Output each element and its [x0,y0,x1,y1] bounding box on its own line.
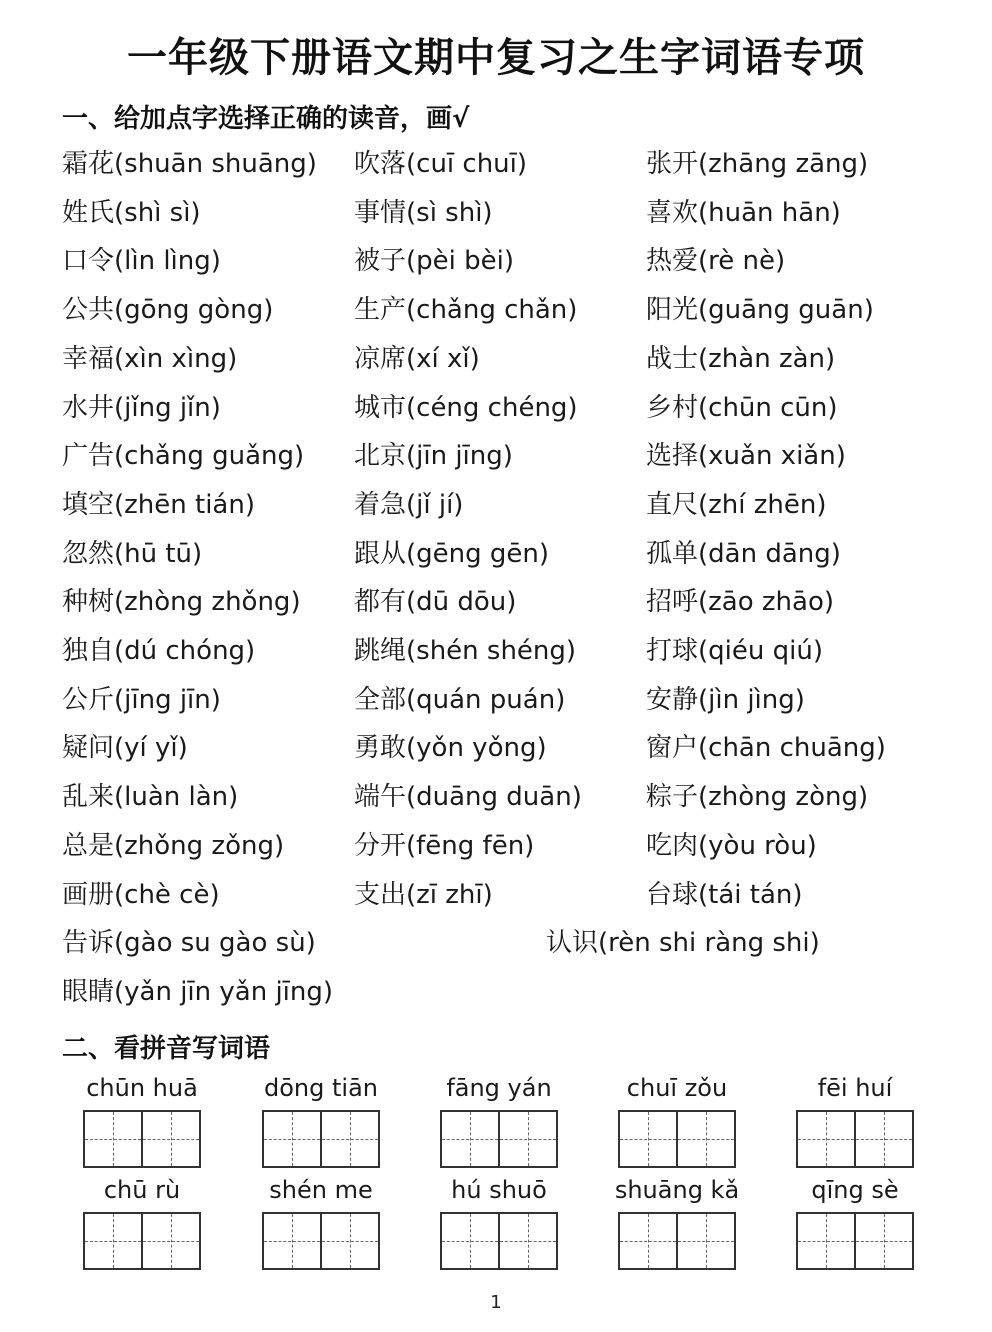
reading-item: 幸福(xìn xìng) [62,344,238,374]
reading-item: 事情(sì shì) [354,198,493,228]
reading-item: 水井(jǐng jǐn) [62,393,221,423]
reading-item: 霜花(shuān shuāng) [62,149,317,179]
page-title: 一年级下册语文期中复习之生字词语专项 [127,35,865,81]
reading-item: 都有(dū dōu) [354,587,517,617]
writing-cell[interactable] [442,1214,498,1268]
reading-item: 北京(jīn jīng) [354,441,513,471]
writing-cell[interactable] [498,1214,556,1268]
writing-cell[interactable] [320,1214,378,1268]
pinyin-label: fēi huí [817,1074,893,1102]
writing-cell[interactable] [676,1214,734,1268]
writing-box[interactable] [440,1110,558,1168]
writing-box[interactable] [83,1110,201,1168]
extra-item-2: 认识(rèn shi ràng shi) [546,928,820,958]
reading-item: 阳光(guāng guān) [646,295,874,325]
reading-item: 疑问(yí yǐ) [62,733,188,763]
reading-item: 忽然(hū tū) [62,539,203,569]
reading-item: 吹落(cuī chuī) [354,149,528,179]
reading-item: 战士(zhàn zàn) [646,344,836,374]
writing-box[interactable] [796,1212,914,1270]
reading-item: 直尺(zhí zhēn) [646,490,827,520]
reading-item: 画册(chè cè) [62,880,220,910]
reading-item: 填空(zhēn tián) [62,490,255,520]
writing-box[interactable] [83,1212,201,1270]
pinyin-label: chūn huā [86,1074,198,1102]
reading-item: 着急(jǐ jí) [354,490,464,520]
writing-cell[interactable] [798,1214,854,1268]
section-1-heading: 一、给加点字选择正确的读音，画√ [62,104,470,134]
writing-cell[interactable] [320,1112,378,1166]
pinyin-label: dōng tiān [264,1074,378,1102]
writing-cell[interactable] [85,1112,141,1166]
reading-item: 公共(gōng gòng) [62,295,274,325]
reading-item: 种树(zhòng zhǒng) [62,587,301,617]
writing-cell[interactable] [620,1214,676,1268]
pinyin-label: fāng yán [446,1074,552,1102]
reading-item: 打球(qiéu qiú) [646,636,823,666]
reading-item: 张开(zhāng zāng) [646,149,869,179]
writing-cell[interactable] [141,1214,199,1268]
writing-cell[interactable] [264,1214,320,1268]
reading-item: 勇敢(yǒn yǒng) [354,733,547,763]
writing-cell[interactable] [264,1112,320,1166]
reading-item: 乱来(luàn làn) [62,782,239,812]
writing-box[interactable] [262,1212,380,1270]
reading-item: 生产(chǎng chǎn) [354,295,578,325]
reading-item: 乡村(chūn cūn) [646,393,838,423]
writing-cell[interactable] [620,1112,676,1166]
writing-box[interactable] [440,1212,558,1270]
writing-cell[interactable] [85,1214,141,1268]
reading-item: 总是(zhǒng zǒng) [62,831,285,861]
reading-item: 台球(tái tán) [646,880,803,910]
writing-cell[interactable] [676,1112,734,1166]
reading-item: 跳绳(shén shéng) [354,636,577,666]
pinyin-label: qīng sè [811,1176,899,1204]
writing-cell[interactable] [854,1112,912,1166]
reading-item: 喜欢(huān hān) [646,198,841,228]
section-2-heading: 二、看拼音写词语 [62,1034,271,1064]
reading-item: 独自(dú chóng) [62,636,256,666]
writing-box[interactable] [618,1212,736,1270]
pinyin-label: hú shuō [451,1176,547,1204]
reading-item: 广告(chǎng guǎng) [62,441,305,471]
reading-item: 公斤(jīng jīn) [62,685,221,715]
reading-item: 被子(pèi bèi) [354,246,514,276]
reading-item: 吃肉(yòu ròu) [646,831,817,861]
writing-box[interactable] [262,1110,380,1168]
pinyin-label: chū rù [103,1176,181,1204]
reading-item: 选择(xuǎn xiǎn) [646,441,846,471]
page-number: 1 [490,1292,502,1313]
writing-cell[interactable] [498,1112,556,1166]
reading-item: 安静(jìn jìng) [646,685,805,715]
pinyin-label: shén me [269,1176,373,1204]
pinyin-label: shuāng kǎ [614,1176,740,1204]
reading-item: 热爱(rè nè) [646,246,786,276]
writing-cell[interactable] [798,1112,854,1166]
reading-item: 姓氏(shì sì) [62,198,201,228]
writing-box[interactable] [618,1110,736,1168]
writing-box[interactable] [796,1110,914,1168]
reading-item: 粽子(zhòng zòng) [646,782,869,812]
writing-cell[interactable] [854,1214,912,1268]
reading-item: 口令(lìn lìng) [62,246,221,276]
writing-cell[interactable] [141,1112,199,1166]
reading-item: 城市(céng chéng) [354,393,578,423]
pinyin-label: chuī zǒu [626,1074,728,1102]
reading-item: 分开(fēng fēn) [354,831,535,861]
reading-item: 凉席(xí xǐ) [354,344,480,374]
reading-item: 端午(duāng duān) [354,782,582,812]
extra-item-3: 眼睛(yǎn jīn yǎn jīng) [62,977,334,1007]
writing-cell[interactable] [442,1112,498,1166]
reading-item: 全部(quán puán) [354,685,566,715]
reading-item: 窗户(chān chuāng) [646,733,886,763]
reading-item: 支出(zī zhī) [354,880,493,910]
reading-item: 跟从(gēng gēn) [354,539,550,569]
reading-item: 招呼(zāo zhāo) [646,587,835,617]
extra-item-1: 告诉(gào su gào sù) [62,928,316,958]
reading-item: 孤单(dān dāng) [646,539,841,569]
